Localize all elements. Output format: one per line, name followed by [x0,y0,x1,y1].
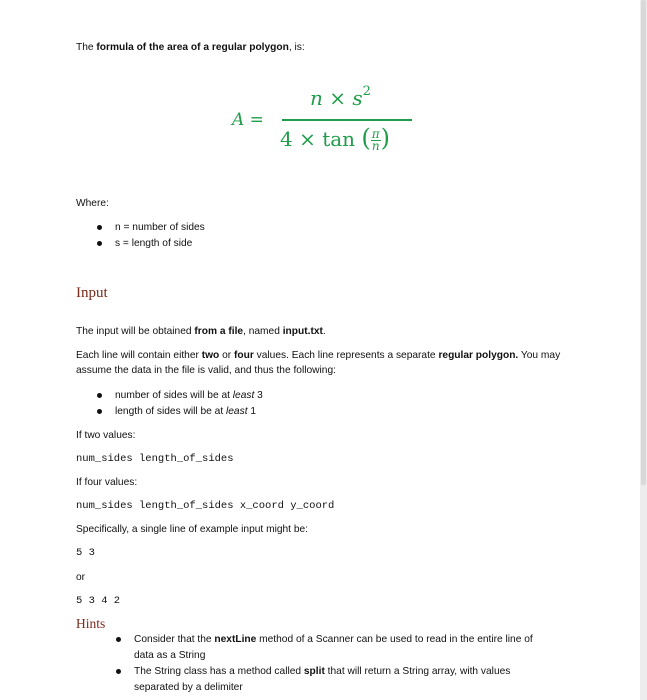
formula-lhs: A = [232,110,264,130]
intro-suffix: , is: [288,42,305,53]
list-item: number of sides will be at least 3 [97,388,263,404]
intro-sentence [76,40,305,55]
area-formula [232,82,432,172]
if-two-label: If two values: [76,430,136,441]
input-rules-list [97,388,263,420]
hints-list [116,632,546,696]
or-label: or [76,572,86,583]
input-source-sentence: The input will be obtained from a file, named input.txt. [76,326,326,337]
intro-bold: formula of the area of a regular polygon [96,42,289,53]
input-line-description: Each line will contain either two or four values. Each line represents a separate regular polygon. You may assume the data in the file is valid, and thus the following: [76,350,561,376]
example-input-1: 5 3 [76,547,95,559]
formula-numerator: $n \times s^2$ [310,84,371,110]
example-intro: Specifically, a single line of example input might be: [76,524,308,535]
two-values-format: num_sides length_of_sides [76,453,234,465]
where-list [97,220,205,252]
where-label: Where: [76,198,109,209]
list-item: s = length of side [97,236,205,252]
if-four-label: If four values: [76,477,138,488]
list-item: n = number of sides [97,220,205,236]
input-heading: Input [76,285,108,301]
example-input-2: 5 3 4 2 [76,595,121,607]
list-item: Consider that the nextLine method of a Scanner can be used to read in the entire line of data as a String [116,632,546,664]
page-edge-scrollbar[interactable] [640,0,647,700]
pi-over-n: $\frac{\pi}{n}$ [371,127,380,153]
scrollbar-thumb[interactable] [641,0,646,485]
formula-denominator: 4 × tan ( $\frac{\pi}{n}$ ) [280,124,391,153]
four-values-format: num_sides length_of_sides x_coord y_coord [76,500,335,512]
list-item: length of sides will be at least 1 [97,404,263,420]
list-item: The String class has a method called split that will return a String array, with values separated by a delimiter [116,664,546,696]
hints-heading: Hints [76,616,106,631]
fraction-bar [282,119,412,121]
intro-prefix: The [76,42,97,53]
